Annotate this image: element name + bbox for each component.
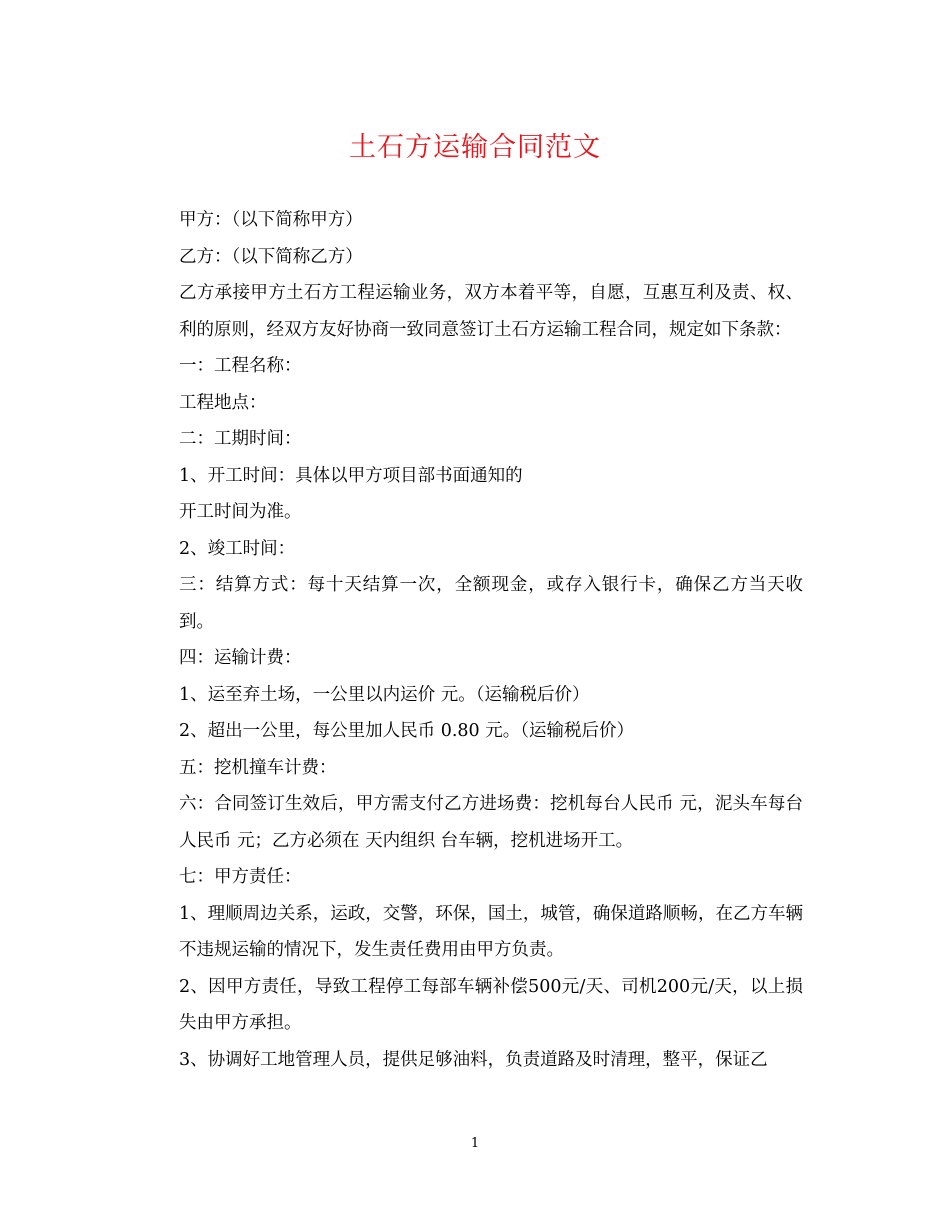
paragraph: 六：合同签订生效后，甲方需支付乙方进场费：挖机每台人民币 元，泥头车每台人民币 元；乙方必须在 天内组织 台车辆，挖机进场开工。 <box>179 794 803 851</box>
paragraph: 四：运输计费： <box>179 648 302 668</box>
document-body <box>143 202 803 1078</box>
paragraph: 乙方承接甲方土石方工程运输业务，双方本着平等，自愿，互惠互利及责、权、利的原则，经双方友好协商一致同意签订土石方运输工程合同，规定如下条款： <box>179 283 803 340</box>
paragraph: 1、理顺周边关系，运政，交警，环保，国土，城管，确保道路顺畅，在乙方车辆不违规运输的情况下，发生责任费用由甲方负责。 <box>179 903 803 960</box>
page-number: 1 <box>470 1136 480 1151</box>
paragraph: 一：工程名称： <box>179 356 302 376</box>
paragraph: 2、超出一公里，每公里加人民币 0.80 元。（运输税后价） <box>179 721 634 741</box>
paragraph: 3、协调好工地管理人员，提供足够油料，负责道路及时清理，整平，保证乙 <box>179 1049 768 1070</box>
paragraph: 工程地点： <box>179 392 267 413</box>
paragraph: 三：结算方式：每十天结算一次，全额现金，或存入银行卡，确保乙方当天收到。 <box>179 575 803 632</box>
paragraph: 1、开工时间：具体以甲方项目部书面通知的 <box>179 465 523 486</box>
paragraph: 2、因甲方责任，导致工程停工每部车辆补偿500元/天、司机200元/天，以上损失由甲方承担。 <box>179 976 803 1033</box>
paragraph: 二：工期时间： <box>179 429 302 449</box>
paragraph: 五：挖机撞车计费： <box>179 757 337 778</box>
paragraph: 甲方：（以下简称甲方） <box>179 210 363 230</box>
document-title: 土石方运输合同范文 <box>349 132 601 163</box>
paragraph: 七：甲方责任： <box>179 867 302 887</box>
paragraph: 1、运至弃土场，一公里以内运价 元。（运输税后价） <box>179 684 590 705</box>
paragraph: 乙方：（以下简称乙方） <box>179 246 363 267</box>
paragraph: 2、竣工时间： <box>179 538 296 559</box>
paragraph: 开工时间为准。 <box>179 502 302 522</box>
